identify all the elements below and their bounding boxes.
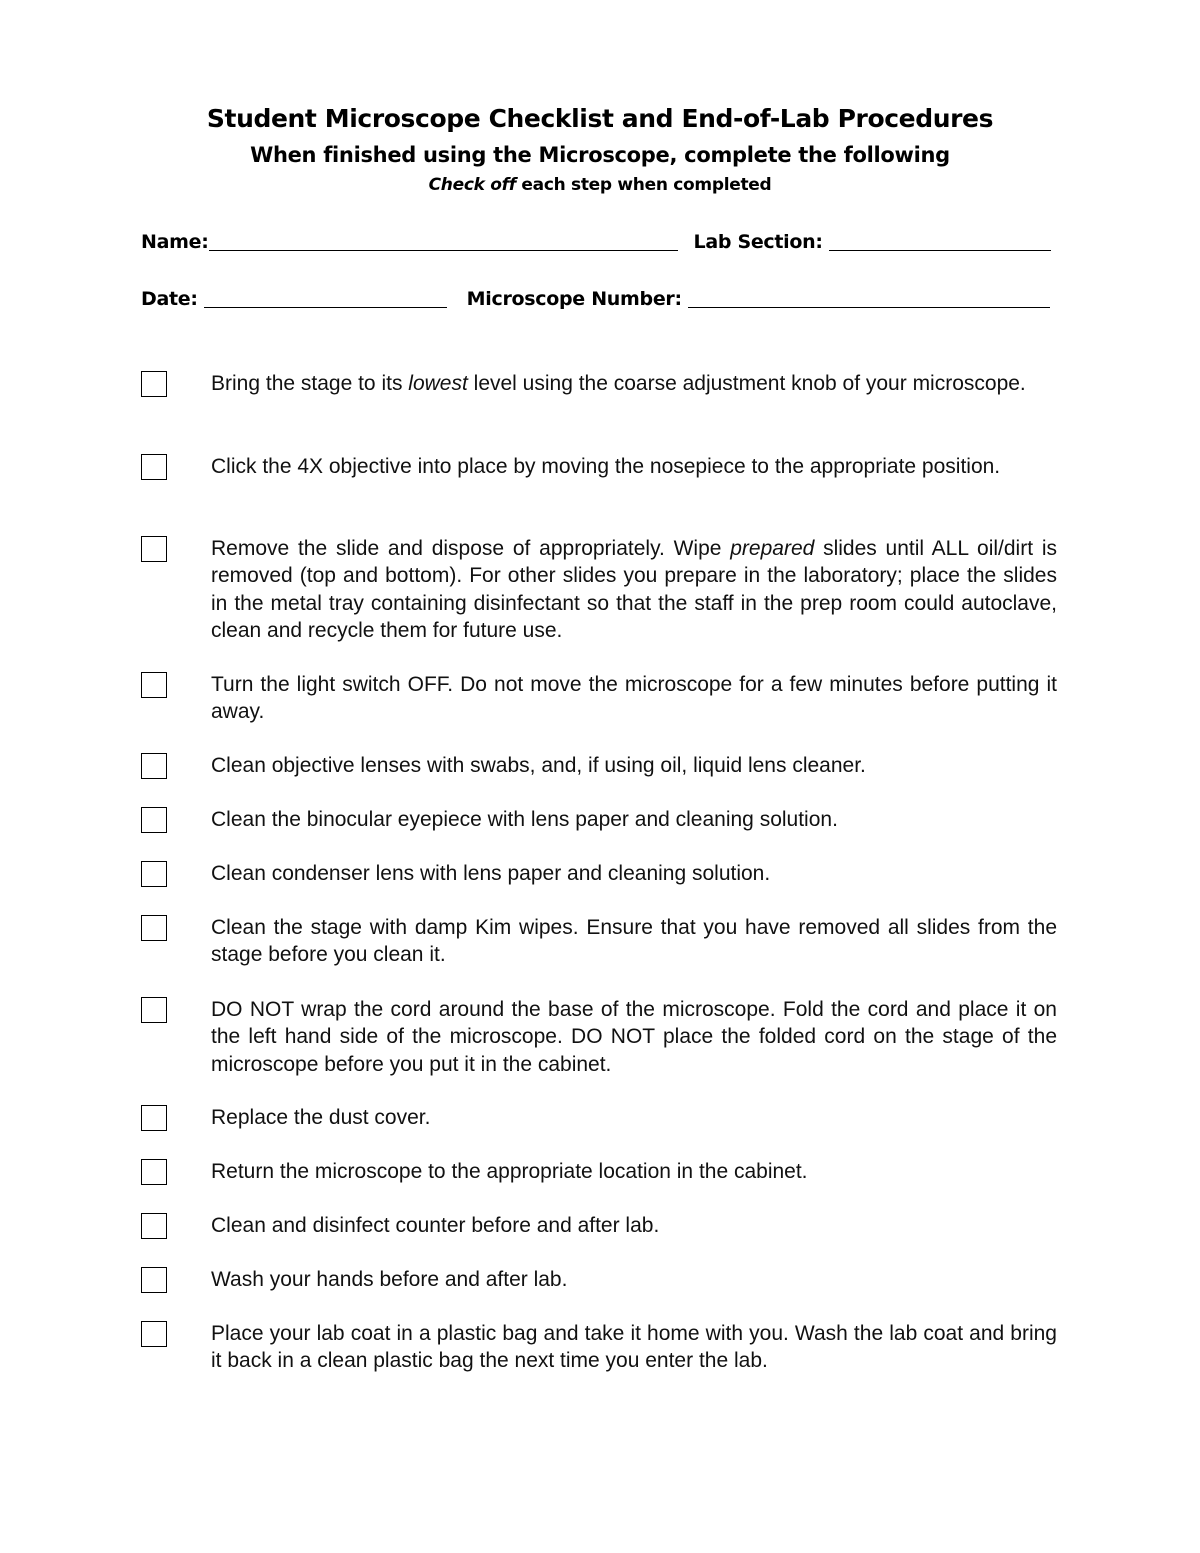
checklist-item-text: Remove the slide and dispose of appropriately. Wipe prepared slides until ALL oil/dirt is removed (top and bottom). For other slides you prepare in the laboratory; place the slides in the metal tray containing disinfectant so that the staff in the prep room could autoclave, clean and recycle them for future use. [211,537,1057,643]
page-title: Student Microscope Checklist and End-of-Lab Procedures [206,104,994,133]
checkbox[interactable] [141,997,167,1023]
checklist-item-text: DO NOT wrap the cord around the base of the microscope. Fold the cord and place it on the left hand side of the microscope. DO NOT place the folded cord on the stage of the microscope before you put it in the cabinet. [211,998,1057,1076]
instruction-emphasis: Check off [428,175,516,195]
checklist-item-text: Click the 4X objective into place by moving the nosepiece to the appropriate position. [211,455,1001,478]
page-subtitle: When finished using the Microscope, complete the following [250,143,950,167]
name-label: Name: [141,231,209,253]
checklist-item-text: Replace the dust cover. [211,1106,431,1129]
checklist-item-text: Clean and disinfect counter before and after lab. [211,1214,660,1237]
checkbox[interactable] [141,672,167,698]
date-field[interactable] [204,289,447,308]
checkbox[interactable] [141,454,167,480]
date-label: Date: [141,288,198,310]
name-section-row [141,231,1051,253]
checkbox[interactable] [141,371,167,397]
instruction-rest: each step when completed [515,175,772,195]
microscope-number-field[interactable] [688,289,1050,308]
microscope-number-label: Microscope Number: [466,288,682,310]
checklist-item-text: Clean the stage with damp Kim wipes. Ensure that you have removed all slides from the stage before you clean it. [211,916,1057,967]
checklist-item-text: Bring the stage to its lowest level using the coarse adjustment knob of your microscope. [211,372,1026,395]
checkbox[interactable] [141,861,167,887]
date-microscope-row [141,288,1050,310]
name-field[interactable] [209,232,678,251]
checklist-item-text: Place your lab coat in a plastic bag and take it home with you. Wash the lab coat and bring it back in a clean plastic bag the next time you enter the lab. [211,1322,1057,1373]
checklist-item-text: Clean condenser lens with lens paper and cleaning solution. [211,862,771,885]
lab-section-label: Lab Section: [693,231,823,253]
checkbox[interactable] [141,1105,167,1131]
checklist-item-text: Return the microscope to the appropriate location in the cabinet. [211,1160,808,1183]
checkbox[interactable] [141,807,167,833]
checklist-item-text: Wash your hands before and after lab. [211,1268,568,1291]
checkbox[interactable] [141,1267,167,1293]
checkbox[interactable] [141,1213,167,1239]
checkbox[interactable] [141,536,167,562]
checkbox[interactable] [141,753,167,779]
instruction-line [0,175,1200,195]
checkbox[interactable] [141,915,167,941]
checkbox[interactable] [141,1321,167,1347]
lab-section-field[interactable] [829,232,1051,251]
checklist-item-text: Clean the binocular eyepiece with lens paper and cleaning solution. [211,808,838,831]
checklist-item-text: Clean objective lenses with swabs, and, if using oil, liquid lens cleaner. [211,754,866,777]
checkbox[interactable] [141,1159,167,1185]
checklist-item-text: Turn the light switch OFF. Do not move the microscope for a few minutes before putting it away. [211,673,1057,724]
